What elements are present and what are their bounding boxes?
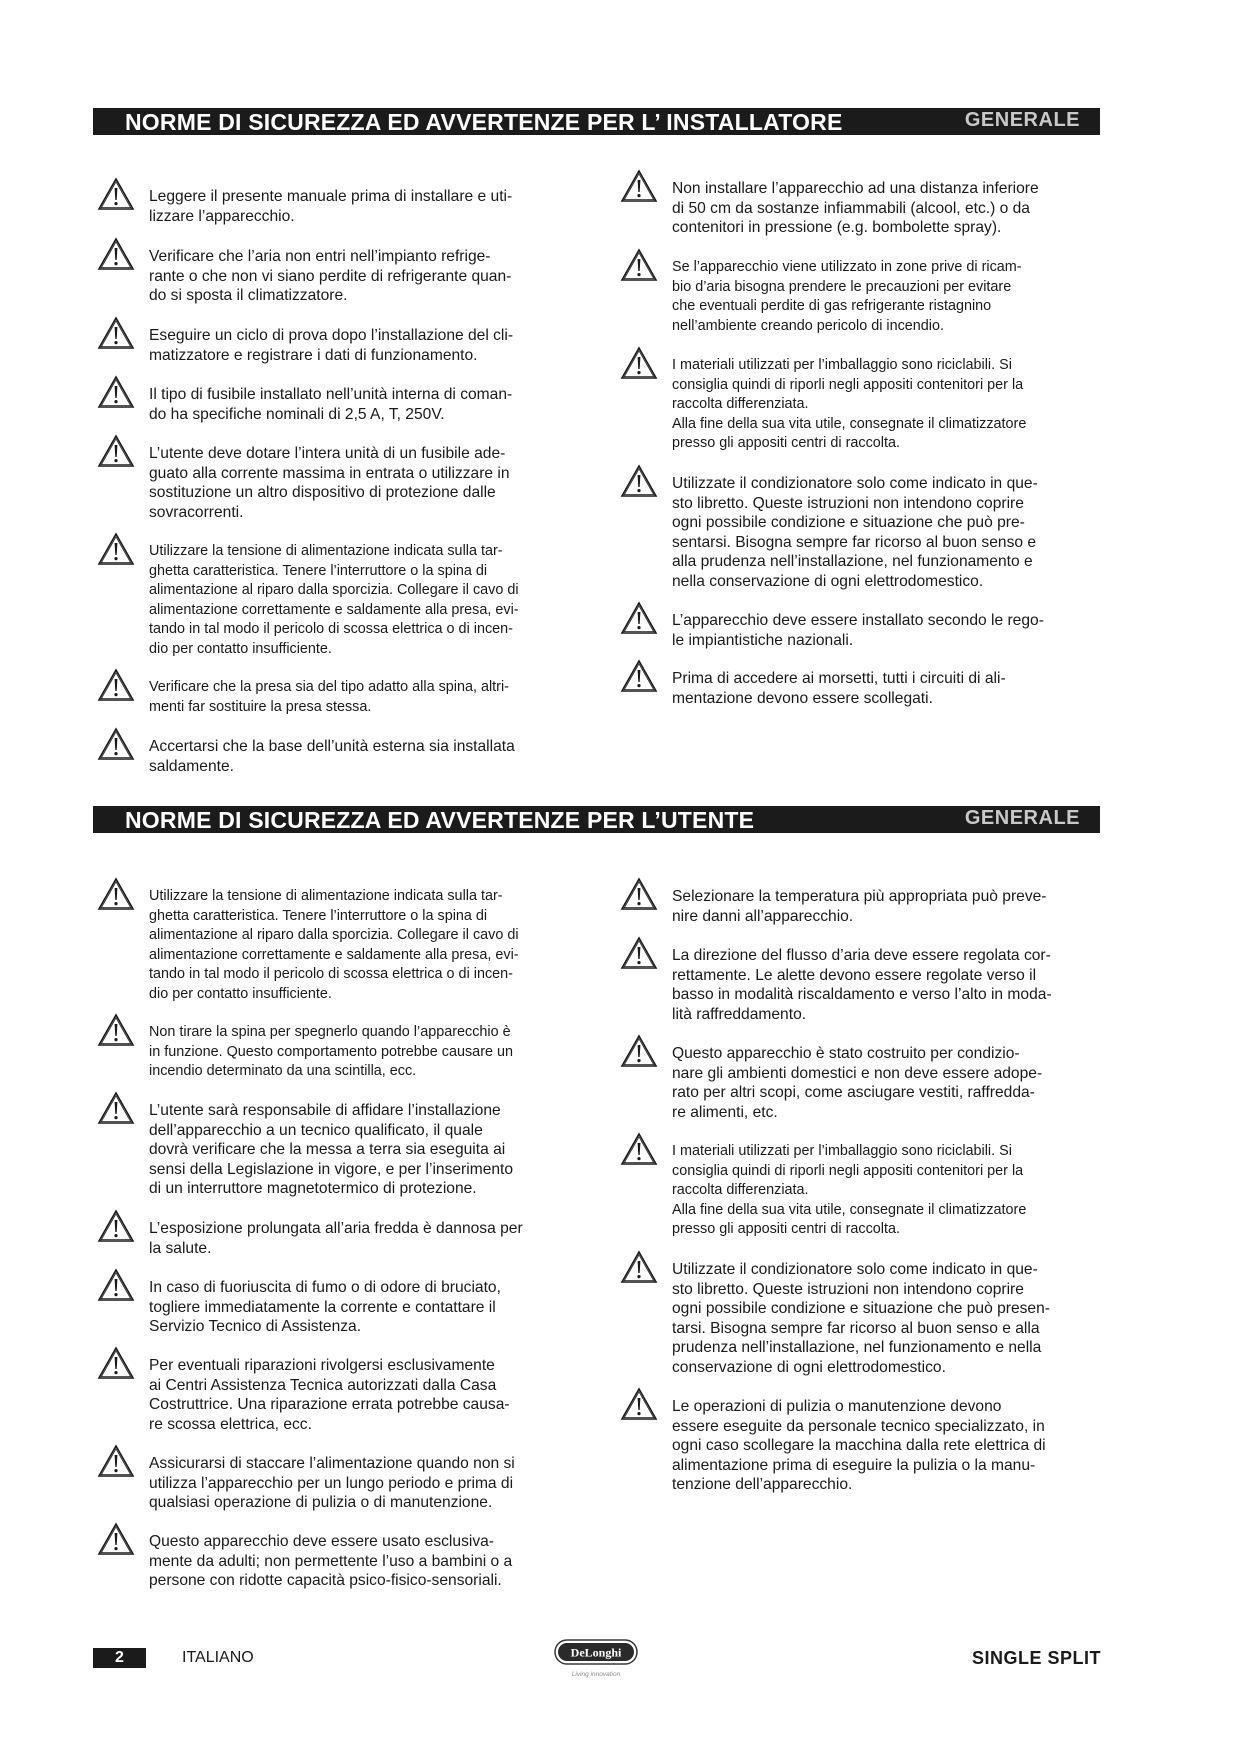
warning-item xyxy=(97,1454,587,1513)
warning-triangle-icon xyxy=(97,727,135,761)
brand-tagline: Living innovation xyxy=(571,1671,621,1678)
warning-item xyxy=(620,1397,1110,1495)
warning-item xyxy=(97,1278,587,1337)
warning-triangle-icon xyxy=(620,877,658,911)
warning-triangle-icon xyxy=(620,346,658,380)
warning-item xyxy=(620,356,1110,454)
warning-item xyxy=(97,444,587,522)
warning-item xyxy=(97,326,587,365)
warning-item xyxy=(97,1101,587,1199)
warning-item xyxy=(620,258,1110,336)
warning-text: Verificare che l’aria non entri nell’impianto refrige- rante o che non vi siano perdite di refrigerante quan- do si sposta il climatizzatore. xyxy=(149,248,512,305)
warning-triangle-icon xyxy=(620,248,658,282)
warning-triangle-icon xyxy=(97,1268,135,1302)
warning-text: Verificare che la presa sia del tipo adatto alla spina, altri- menti far sostituire la presa stessa. xyxy=(149,679,509,715)
warning-item xyxy=(97,542,587,660)
warning-triangle-icon xyxy=(97,375,135,409)
page-footer xyxy=(0,1638,1241,1698)
warning-item xyxy=(97,678,587,717)
warning-text: Utilizzate il condizionatore solo come indicato in que- sto libretto. Queste istruzioni non intendono coprire ogni possibile condizione e situazione che può pre- sentarsi. Bisogna sempre far ricorso al buon senso e alla prudenza nell’installazione, nel funzionamento e nella conservazione di ogni elettrodomestico. xyxy=(672,475,1038,590)
language-label: ITALIANO xyxy=(182,1649,254,1666)
warning-triangle-icon xyxy=(97,1522,135,1556)
warning-item xyxy=(97,887,587,1005)
brand-logo xyxy=(553,1638,639,1684)
warning-item xyxy=(97,1532,587,1591)
warning-text: Selezionare la temperatura più appropriata può preve- nire danni all’apparecchio. xyxy=(672,888,1047,925)
warning-item xyxy=(97,385,587,424)
warning-text: Assicurarsi di staccare l’alimentazione quando non si utilizza l’apparecchio per un lungo periodo e prima di qualsiasi operazione di pulizia o di manutenzione. xyxy=(149,1455,515,1512)
warning-item xyxy=(97,247,587,306)
section-tag: GENERALE xyxy=(964,109,1080,131)
warning-text: La direzione del flusso d’aria deve essere regolata cor- rettamente. Le alette devono essere regolate verso il basso in modalità riscaldamento e verso l’alto in moda- lità raffreddamento. xyxy=(672,947,1052,1023)
brand-name: DeLonghi xyxy=(570,1645,622,1660)
warning-item xyxy=(620,946,1110,1024)
warning-text: Non installare l’apparecchio ad una distanza inferiore di 50 cm da sostanze infiammabili (alcool, etc.) o da contenitori in pressione (e.g. bombolette spray). xyxy=(672,180,1039,237)
warning-item xyxy=(620,611,1110,650)
warning-triangle-icon xyxy=(620,169,658,203)
warning-text: Leggere il presente manuale prima di installare e uti- lizzare l’apparecchio. xyxy=(149,188,513,225)
warning-triangle-icon xyxy=(97,237,135,271)
warning-text: L’utente deve dotare l’intera unità di un fusibile ade- guato alla corrente massima in entrata o utilizzare in sostituzione un altro dispositivo di protezione dalle sovracorrenti. xyxy=(149,445,510,521)
warning-triangle-icon xyxy=(97,316,135,350)
warning-triangle-icon xyxy=(97,1346,135,1380)
section-title: NORME DI SICUREZZA ED AVVERTENZE PER L’UTENTE xyxy=(125,807,755,833)
warning-text: Le operazioni di pulizia o manutenzione devono essere eseguite da personale tecnico specializzato, in ogni caso scollegare la macchina dalla rete elettrica di alimentazione prima di eseguire la pulizia o la manu- tenzione dell’apparecchio. xyxy=(672,1398,1046,1494)
warning-text: Eseguire un ciclo di prova dopo l’installazione del cli- matizzatore e registrare i dati di funzionamento. xyxy=(149,327,514,364)
warning-triangle-icon xyxy=(97,668,135,702)
warning-item xyxy=(97,1023,587,1082)
warning-triangle-icon xyxy=(620,936,658,970)
warning-triangle-icon xyxy=(620,601,658,635)
warning-triangle-icon xyxy=(620,1387,658,1421)
warning-text: L’apparecchio deve essere installato secondo le rego- le impiantistiche nazionali. xyxy=(672,612,1044,649)
warning-item xyxy=(620,887,1110,926)
warning-triangle-icon xyxy=(620,1034,658,1068)
warning-text: Utilizzare la tensione di alimentazione indicata sulla tar- ghetta caratteristica. Tenere l’interruttore o la spina di alimentazione al riparo dalla sporcizia. Collegare il cavo di alimentazione correttamente e saldamente alla presa, evi- tando in tal modo il pericolo di scossa elettrica o di incen- dio per contatto insufficiente. xyxy=(149,543,519,657)
section-tag: GENERALE xyxy=(964,807,1080,829)
warning-text: Questo apparecchio deve essere usato esclusiva- mente da adulti; non permettente l’uso a bambini o a persone con ridotte capacità psico-fisico-sensoriali. xyxy=(149,1533,513,1590)
warning-triangle-icon xyxy=(97,877,135,911)
warning-item xyxy=(620,179,1110,238)
warning-item xyxy=(620,669,1110,708)
warning-item xyxy=(620,1142,1110,1240)
warning-text: Accertarsi che la base dell’unità esterna sia installata saldamente. xyxy=(149,738,515,775)
warning-item xyxy=(620,1260,1110,1378)
warning-text: I materiali utilizzati per l’imballaggio sono riciclabili. Si consiglia quindi di riporli negli appositi contenitori per la raccolta differenziata. Alla fine della sua vita utile, consegnate il climatizzatore presso gli appositi centri di raccolta. xyxy=(672,357,1027,452)
warning-item xyxy=(97,187,587,226)
section-title: NORME DI SICUREZZA ED AVVERTENZE PER L’ INSTALLATORE xyxy=(125,109,843,135)
warning-triangle-icon xyxy=(620,464,658,498)
warning-text: In caso di fuoriuscita di fumo o di odore di bruciato, togliere immediatamente la corrente e contattare il Servizio Tecnico di Assistenza. xyxy=(149,1279,501,1336)
warning-text: Il tipo di fusibile installato nell’unità interna di coman- do ha specifiche nominali di 2,5 A, T, 250V. xyxy=(149,386,513,423)
warning-triangle-icon xyxy=(97,1013,135,1047)
warning-text: Utilizzare la tensione di alimentazione indicata sulla tar- ghetta caratteristica. Tenere l’interruttore o la spina di alimentazione al riparo dalla sporcizia. Collegare il cavo di alimentazione correttamente e saldamente alla presa, evi- tando in tal modo il pericolo di scossa elettrica o di incen- dio per contatto insufficiente. xyxy=(149,888,519,1002)
warning-item xyxy=(620,1044,1110,1122)
warning-item xyxy=(97,1219,587,1258)
page-number: 2 xyxy=(93,1648,146,1668)
warning-triangle-icon xyxy=(620,659,658,693)
warning-triangle-icon xyxy=(97,532,135,566)
warning-text: Utilizzate il condizionatore solo come indicato in que- sto libretto. Queste istruzioni non intendono coprire ogni possibile condizione e situazione che può presen- tarsi. Bisogna sempre far ricorso al buon senso e alla prudenza nell’installazione, nel funzionamento e nella conservazione di ogni elettrodomestico. xyxy=(672,1261,1050,1376)
warning-triangle-icon xyxy=(97,1091,135,1125)
warning-text: I materiali utilizzati per l’imballaggio sono riciclabili. Si consiglia quindi di riporli negli appositi contenitori per la raccolta differenziata. Alla fine della sua vita utile, consegnate il climatizzatore presso gli appositi centri di raccolta. xyxy=(672,1143,1027,1238)
warning-triangle-icon xyxy=(97,1444,135,1478)
warning-text: Questo apparecchio è stato costruito per condizio- nare gli ambienti domestici e non deve essere adope- rato per altri scopi, come asciugare vestiti, raffredda- re alimenti, etc. xyxy=(672,1045,1043,1121)
warning-text: L’esposizione prolungata all’aria fredda è dannosa per la salute. xyxy=(149,1220,523,1257)
warning-item xyxy=(620,474,1110,592)
warning-item xyxy=(97,737,587,776)
warning-triangle-icon xyxy=(620,1250,658,1284)
warning-text: Prima di accedere ai morsetti, tutti i circuiti di ali- mentazione devono essere scollegati. xyxy=(672,670,1006,707)
warning-triangle-icon xyxy=(620,1132,658,1166)
warning-text: Per eventuali riparazioni rivolgersi esclusivamente ai Centri Assistenza Tecnica autorizzati dalla Casa Costruttrice. Una riparazione errata potrebbe causa- re scossa elettrica, ecc. xyxy=(149,1357,510,1433)
section-header-user xyxy=(93,806,1100,833)
warning-text: Non tirare la spina per spegnerlo quando l’apparecchio è in funzione. Questo comportamento potrebbe causare un incendio determinato da una scintilla, ecc. xyxy=(149,1024,513,1080)
warning-triangle-icon xyxy=(97,434,135,468)
product-name: SINGLE SPLIT xyxy=(971,1648,1101,1668)
warning-text: L’utente sarà responsabile di affidare l’installazione dell’apparecchio a un tecnico qualificato, il quale dovrà verificare che la messa a terra sia eseguita ai sensi della Legislazione in vigore, e per l’inserimento di un interruttore magnetotermico di protezione. xyxy=(149,1102,514,1198)
warning-text: Se l’apparecchio viene utilizzato in zone prive di ricam- bio d’aria bisogna prendere le precauzioni per evitare che eventuali perdite di gas refrigerante ristagnino nell’ambiente creando pericolo di incendio. xyxy=(672,259,1022,334)
section-header-installer xyxy=(93,108,1100,135)
warning-triangle-icon xyxy=(97,177,135,211)
warning-item xyxy=(97,1356,587,1434)
warning-triangle-icon xyxy=(97,1209,135,1243)
